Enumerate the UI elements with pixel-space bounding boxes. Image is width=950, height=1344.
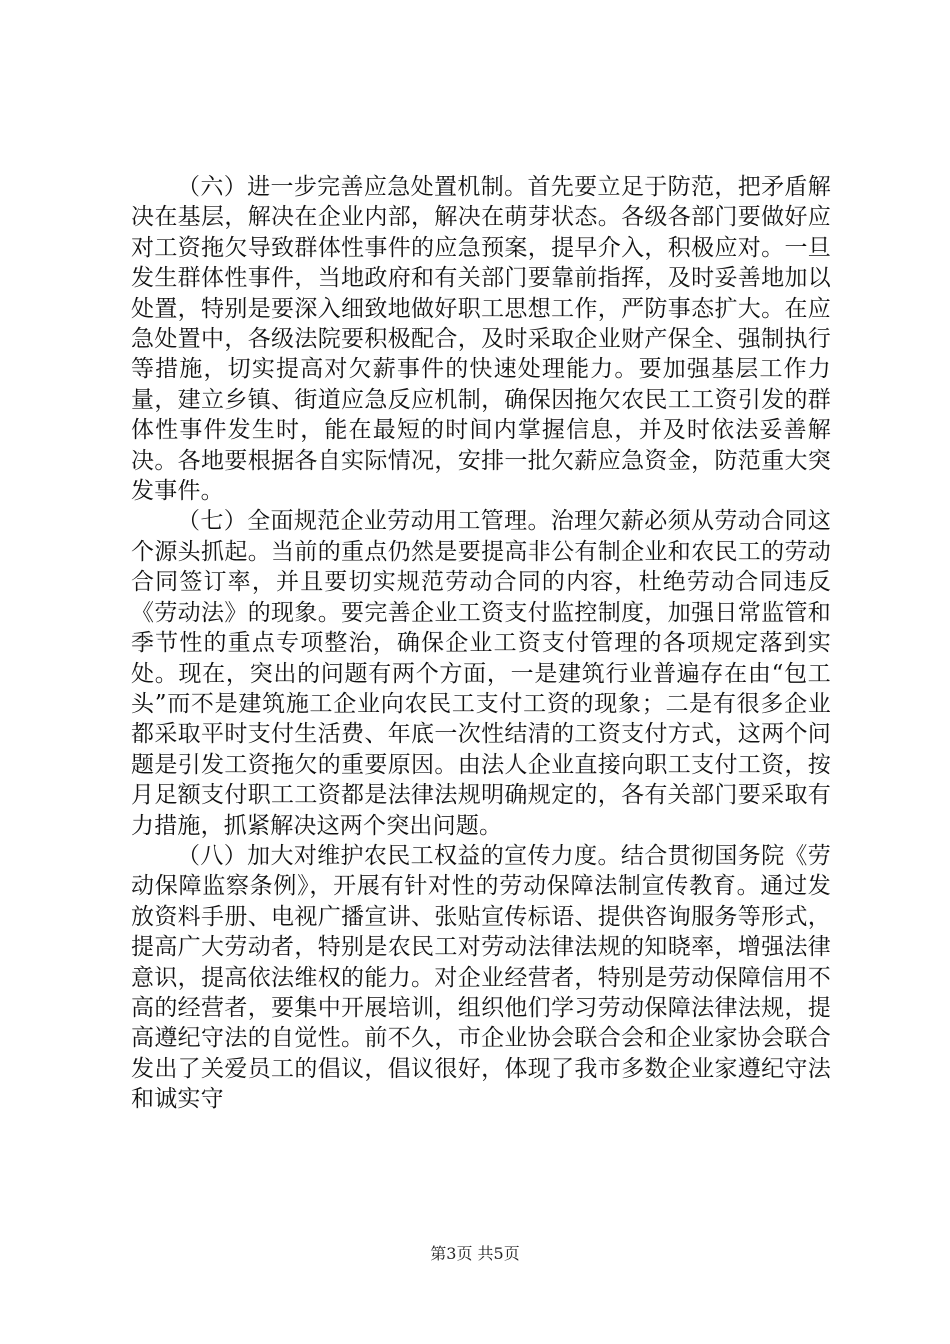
- page-number-footer: 第3页 共5页: [430, 1244, 520, 1263]
- paragraph-section-7: （七）全面规范企业劳动用工管理。治理欠薪必须从劳动合同这个源头抓起。当前的重点仍然是要提高非公有制企业和农民工的劳动合同签订率，并且要切实规范劳动合同的内容，杜绝劳动合同违反《劳动法》的现象。要完善企业工资支付监控制度，加强日常监管和季节性的重点专项整治，确保企业工资支付管理的各项规定落到实处。现在，突出的问题有两个方面，一是建筑行业普遍存在由“包工头”而不是建筑施工企业向农民工支付工资的现象；二是有很多企业都采取平时支付生活费、年底一次性结清的工资支付方式，这两个问题是引发工资拖欠的重要原因。由法人企业直接向职工支付工资，按月足额支付职工工资都是法律法规明确规定的，各有关部门要采取有力措施，抓紧解决这两个突出问题。: [131, 508, 831, 839]
- document-body: [131, 172, 831, 1115]
- paragraph-section-8: （八）加大对维护农民工权益的宣传力度。结合贯彻国务院《劳动保障监察条例》，开展有针对性的劳动保障法制宣传教育。通过发放资料手册、电视广播宣讲、张贴宣传标语、提供咨询服务等形式，提高广大劳动者，特别是农民工对劳动法律法规的知晓率，增强法律意识，提高依法维权的能力。对企业经营者，特别是劳动保障信用不高的经营者，要集中开展培训，组织他们学习劳动保障法律法规，提高遵纪守法的自觉性。前不久，市企业协会联合会和企业家协会联合发出了关爱员工的倡议，倡议很好，体现了我市多数企业家遵纪守法和诚实守: [131, 842, 831, 1113]
- paragraph-section-6: （六）进一步完善应急处置机制。首先要立足于防范，把矛盾解决在基层，解决在企业内部，解决在萌芽状态。各级各部门要做好应对工资拖欠导致群体性事件的应急预案，提早介入，积极应对。一旦发生群体性事件，当地政府和有关部门要靠前指挥，及时妥善地加以处置，特别是要深入细致地做好职工思想工作，严防事态扩大。在应急处置中，各级法院要积极配合，及时采取企业财产保全、强制执行等措施，切实提高对欠薪事件的快速处理能力。要加强基层工作力量，建立乡镇、街道应急反应机制，确保因拖欠农民工工资引发的群体性事件发生时，能在最短的时间内掌握信息，并及时依法妥善解决。各地要根据各自实际情况，安排一批欠薪应急资金，防范重大突发事件。: [131, 174, 831, 505]
